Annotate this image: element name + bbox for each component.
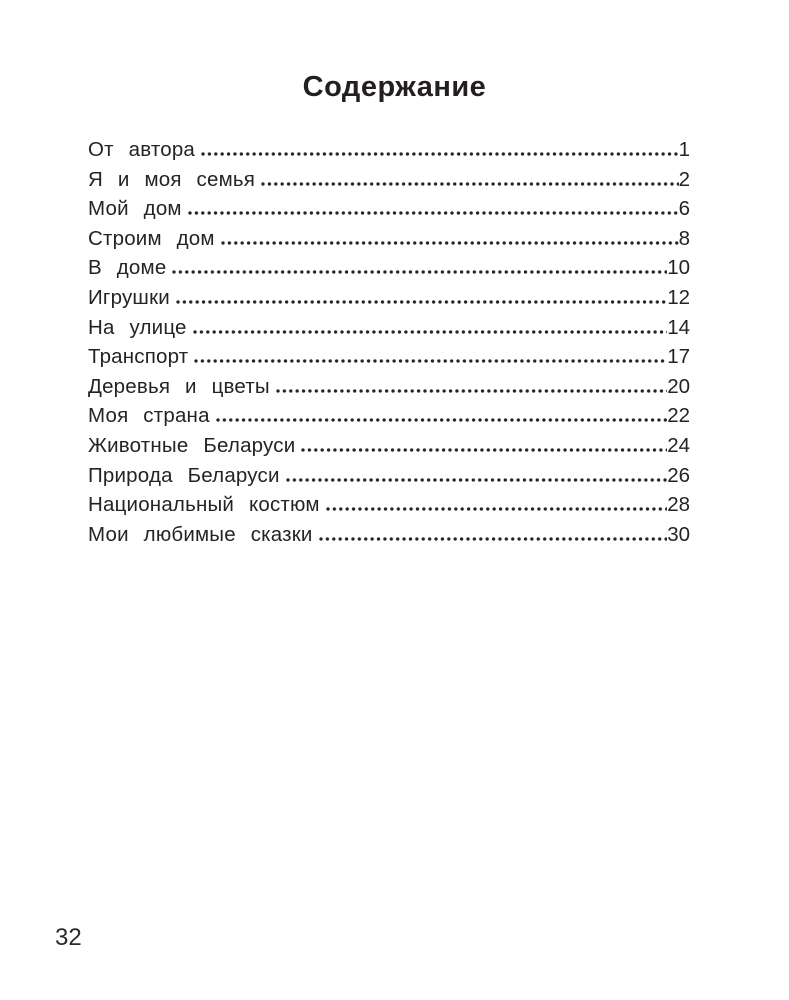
toc-entry-label: Природа Беларуси xyxy=(88,463,280,487)
toc-entry xyxy=(88,197,690,227)
toc-entry-page: 10 xyxy=(667,256,690,280)
toc-entry-label: Национальный костюм xyxy=(88,493,320,517)
toc-entry xyxy=(88,227,690,257)
toc-entry-page: 22 xyxy=(667,404,690,428)
toc-entry xyxy=(88,464,690,494)
toc-leader-dots xyxy=(172,270,667,274)
toc-entry-page: 28 xyxy=(667,493,690,517)
toc-entry-label: От автора xyxy=(88,138,196,161)
page-title: Содержание xyxy=(302,71,487,104)
toc-list xyxy=(88,138,690,552)
toc-entry-label: Деревья и цветы xyxy=(88,374,270,398)
toc-entry xyxy=(88,375,690,405)
toc-entry-label: Строим дом xyxy=(88,226,215,250)
toc-leader-dots xyxy=(276,389,667,393)
toc-entry-page: 26 xyxy=(667,463,690,487)
toc-leader-dots xyxy=(261,182,679,186)
toc-entry-page: 1 xyxy=(678,138,690,161)
toc-entry xyxy=(88,493,690,523)
toc-entry xyxy=(88,138,690,168)
toc-leader-dots xyxy=(216,418,668,422)
toc-entry-page: 6 xyxy=(678,197,690,221)
toc-entry-page: 20 xyxy=(667,374,690,398)
toc-entry xyxy=(88,345,690,375)
toc-entry-label: Мои любимые сказки xyxy=(88,522,313,546)
toc-leader-dots xyxy=(188,211,679,215)
toc-entry-page: 17 xyxy=(667,345,690,369)
toc-entry-page: 24 xyxy=(667,433,690,457)
toc-entry-page: 12 xyxy=(667,285,690,309)
toc-leader-dots xyxy=(301,448,667,452)
toc-entry-page: 30 xyxy=(667,522,690,546)
toc-entry-label: Моя страна xyxy=(88,404,210,428)
toc-entry xyxy=(88,286,690,316)
toc-entry-label: Я и моя семья xyxy=(88,167,256,191)
toc-entry xyxy=(88,168,690,198)
toc-entry-label: На улице xyxy=(88,315,187,339)
toc-entry xyxy=(88,316,690,346)
toc-entry-page: 8 xyxy=(678,226,690,250)
toc-leader-dots xyxy=(194,359,667,363)
toc-leader-dots xyxy=(326,507,668,511)
toc-leader-dots xyxy=(201,152,679,156)
toc-entry-label: Игрушки xyxy=(88,285,170,309)
toc-leader-dots xyxy=(193,330,668,334)
page-number: 32 xyxy=(55,924,82,951)
toc-leader-dots xyxy=(221,241,679,245)
toc-entry xyxy=(88,523,690,553)
toc-leader-dots xyxy=(286,478,668,482)
toc-leader-dots xyxy=(176,300,667,304)
toc-entry-label: Мой дом xyxy=(88,197,182,221)
toc-entry-label: В доме xyxy=(88,256,167,280)
toc-entry-page: 14 xyxy=(667,315,690,339)
toc-entry-label: Транспорт xyxy=(88,345,189,369)
toc-leader-dots xyxy=(319,537,668,541)
toc-entry xyxy=(88,404,690,434)
toc-entry-label: Животные Беларуси xyxy=(88,433,296,457)
toc-entry xyxy=(88,256,690,286)
toc-entry xyxy=(88,434,690,464)
toc-entry-page: 2 xyxy=(678,167,690,191)
